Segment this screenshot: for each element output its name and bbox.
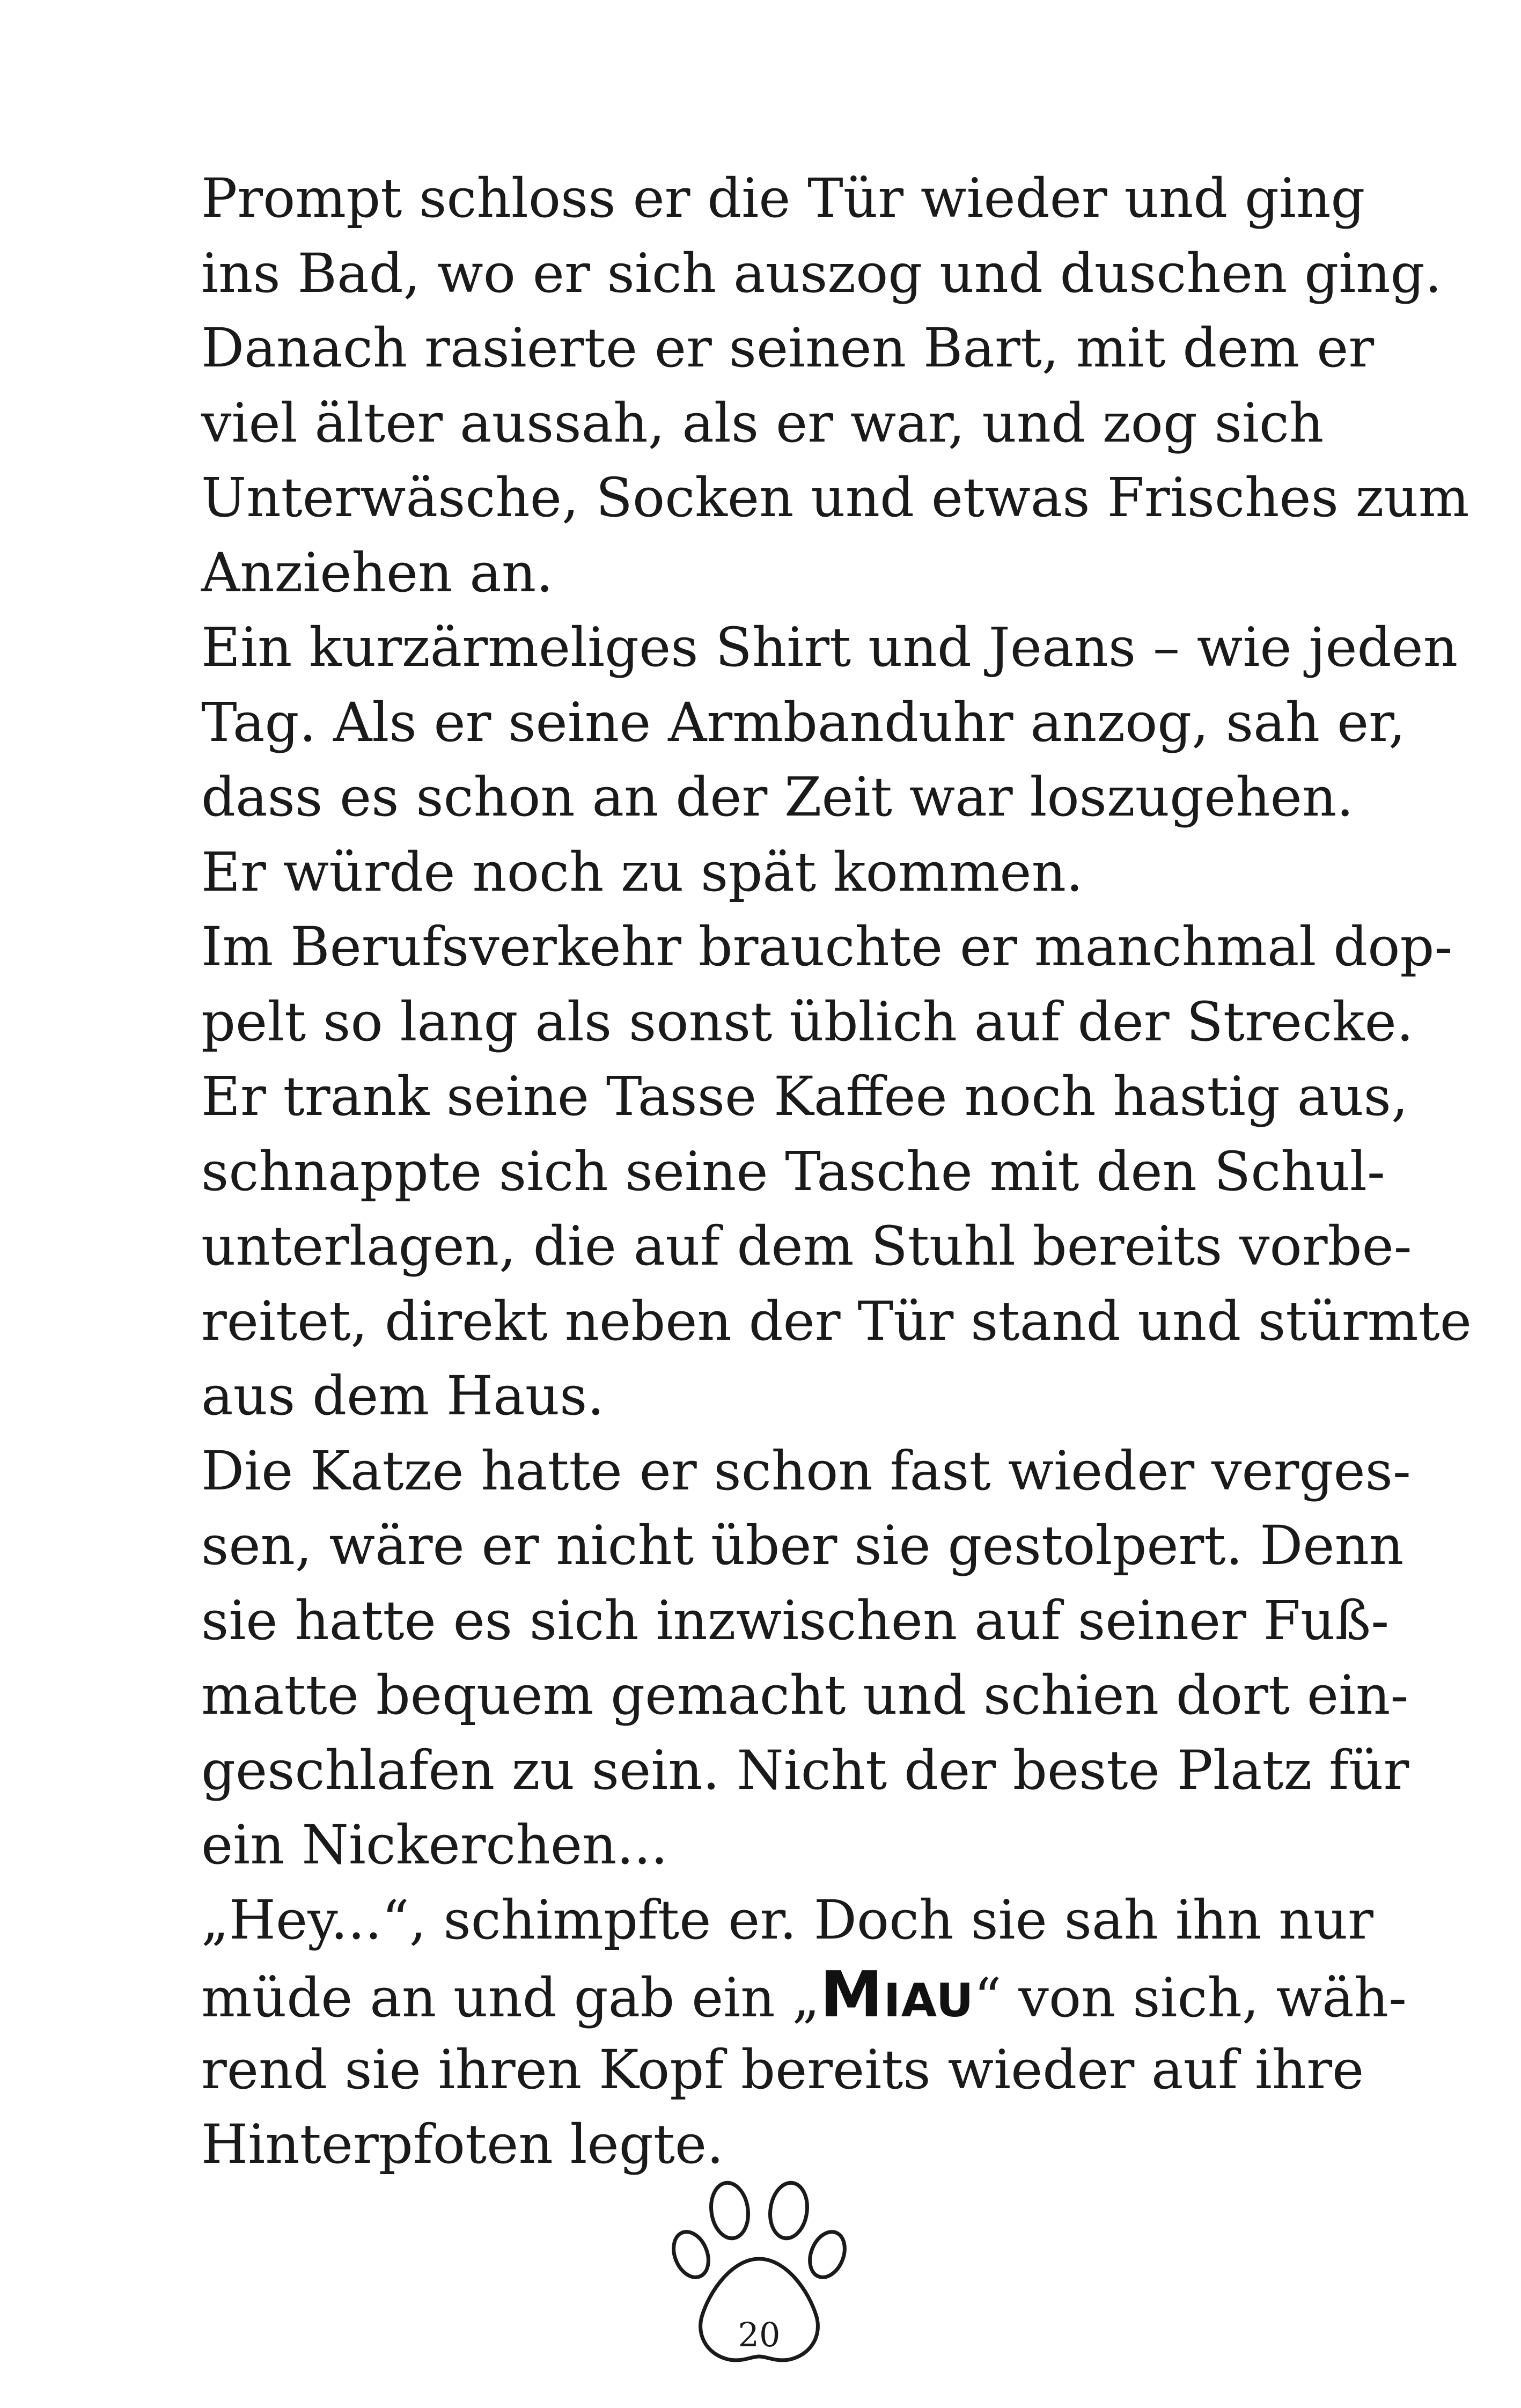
miau-line-before: müde an und gab ein „ bbox=[201, 1966, 820, 2029]
paw-toe-left-icon bbox=[671, 2227, 715, 2282]
text-line: unterlagen, die auf dem Stuhl bereits vorbe- bbox=[201, 1215, 1412, 1278]
miau-word bbox=[820, 1957, 974, 2031]
miau-rest-letters: IAU bbox=[883, 1974, 974, 2028]
text-line: reitet, direkt neben der Tür stand und stürmte bbox=[201, 1289, 1472, 1353]
text-line: pelt so lang als sonst üblich auf der Strecke. bbox=[201, 990, 1414, 1053]
miau-line-after: “ von sich, wäh- bbox=[974, 1966, 1407, 2029]
text-line: viel älter aussah, als er war, und zog sich bbox=[201, 391, 1324, 454]
page-number: 20 bbox=[738, 2315, 781, 2354]
text-line: Ein kurzärmeliges Shirt und Jeans – wie jeden bbox=[201, 616, 1458, 679]
paw-toe-right-icon bbox=[804, 2227, 848, 2282]
paw-toe-center-left-icon bbox=[708, 2181, 752, 2241]
text-line: matte bequem gemacht und schien dort ein- bbox=[201, 1664, 1409, 1727]
text-line: geschlafen zu sein. Nicht der beste Platz für bbox=[201, 1738, 1409, 1802]
text-line: Er trank seine Tasse Kaffee noch hastig aus, bbox=[201, 1065, 1408, 1128]
miau-first-letter: M bbox=[820, 1957, 884, 2031]
text-line-miau bbox=[201, 1957, 1407, 2032]
text-line: ins Bad, wo er sich auszog und duschen ging. bbox=[201, 241, 1442, 305]
text-line: Tag. Als er seine Armbanduhr anzog, sah er, bbox=[201, 691, 1406, 754]
text-line: ein Nickerchen... bbox=[201, 1814, 668, 1876]
text-line: Danach rasierte er seinen Bart, mit dem er bbox=[201, 317, 1375, 379]
text-line: schnappte sich seine Tasche mit den Schul- bbox=[201, 1140, 1385, 1203]
text-line: sie hatte es sich inzwischen auf seiner Fuß- bbox=[201, 1589, 1390, 1652]
text-line: Anziehen an. bbox=[201, 541, 554, 604]
body-text bbox=[201, 161, 1472, 2182]
text-line: Die Katze hatte er schon fast wieder verges- bbox=[201, 1439, 1411, 1502]
text-line: Hinterpfoten legte. bbox=[201, 2113, 724, 2176]
text-line: „Hey...“, schimpfte er. Doch sie sah ihn nur bbox=[201, 1888, 1373, 1951]
text-line: Unterwäsche, Socken und etwas Frisches zum bbox=[201, 466, 1469, 529]
text-line: rend sie ihren Kopf bereits wieder auf ihre bbox=[201, 2038, 1364, 2101]
text-line: dass es schon an der Zeit war loszugehen. bbox=[201, 766, 1354, 828]
text-line: Im Berufsverkehr brauchte er manchmal dop- bbox=[201, 915, 1453, 978]
paw-toe-center-right-icon bbox=[767, 2181, 811, 2241]
text-line: sen, wäre er nicht über sie gestolpert. Denn bbox=[201, 1514, 1404, 1577]
text-line: Prompt schloss er die Tür wieder und ging bbox=[201, 167, 1365, 230]
text-line: aus dem Haus. bbox=[201, 1364, 605, 1427]
text-line: Er würde noch zu spät kommen. bbox=[201, 840, 1083, 904]
